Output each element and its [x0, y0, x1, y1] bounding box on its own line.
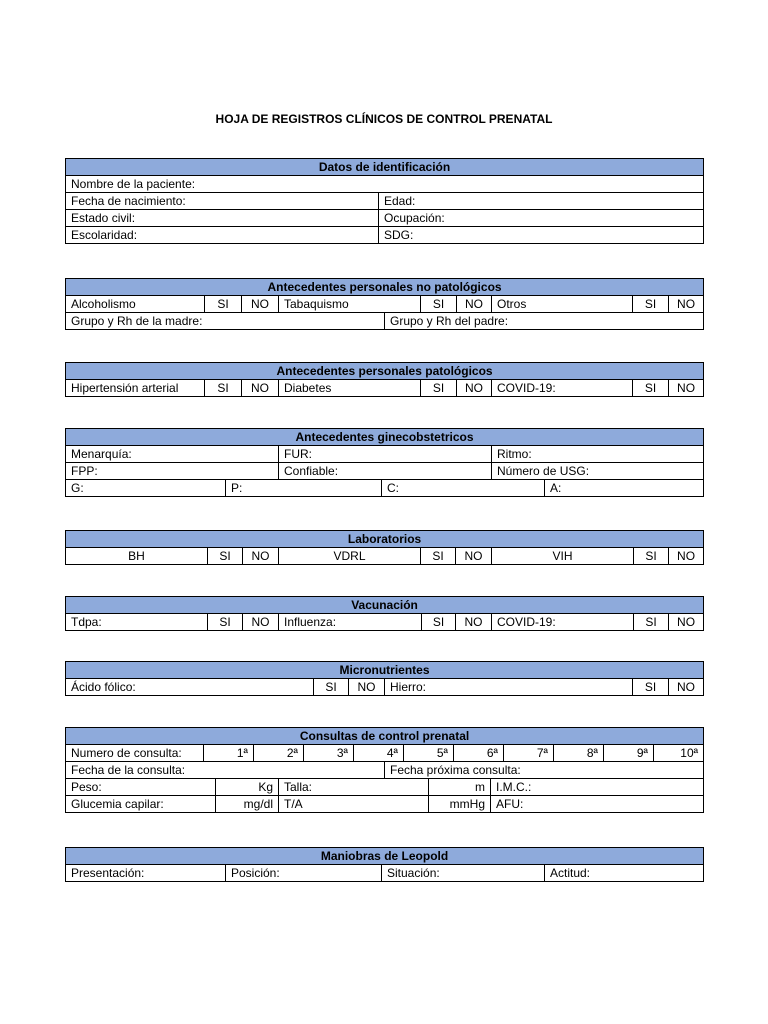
section-header: Maniobras de Leopold — [66, 848, 704, 865]
section-header: Micronutrientes — [66, 662, 704, 679]
checkbox-si[interactable]: SI — [633, 296, 669, 313]
field-afu[interactable]: AFU: — [491, 796, 704, 813]
field-edad[interactable]: Edad: — [379, 193, 704, 210]
field-fecha-proxima[interactable]: Fecha próxima consulta: — [385, 762, 704, 779]
checkbox-no[interactable]: NO — [243, 548, 279, 565]
section-laboratorios — [65, 530, 703, 565]
checkbox-si[interactable]: SI — [421, 296, 457, 313]
section-header: Antecedentes personales no patológicos — [66, 279, 704, 296]
field-otros: Otros — [492, 296, 633, 313]
section-header: Consultas de control prenatal — [66, 728, 704, 745]
checkbox-no[interactable]: NO — [669, 679, 704, 696]
field-covid: COVID-19: — [492, 614, 634, 631]
section-consultas — [65, 727, 703, 813]
field-fecha-consulta[interactable]: Fecha de la consulta: — [66, 762, 385, 779]
field-vih: VIH — [492, 548, 634, 565]
checkbox-si[interactable]: SI — [634, 548, 669, 565]
field-escolaridad[interactable]: Escolaridad: — [66, 227, 379, 244]
field-presentacion[interactable]: Presentación: — [66, 865, 226, 882]
unit-m: m — [429, 779, 491, 796]
field-ocupacion[interactable]: Ocupación: — [379, 210, 704, 227]
checkbox-no[interactable]: NO — [669, 380, 704, 397]
checkbox-no[interactable]: NO — [457, 296, 492, 313]
section-micronutrientes — [65, 661, 703, 696]
consulta-number[interactable]: 7ª — [504, 745, 554, 762]
field-ta[interactable]: T/A — [279, 796, 429, 813]
field-alcoholismo: Alcoholismo — [66, 296, 205, 313]
checkbox-si[interactable]: SI — [633, 380, 669, 397]
checkbox-no[interactable]: NO — [242, 296, 279, 313]
section-gineco — [65, 428, 703, 497]
consulta-number[interactable]: 4ª — [354, 745, 404, 762]
checkbox-no[interactable]: NO — [349, 679, 385, 696]
field-grupo-padre[interactable]: Grupo y Rh del padre: — [385, 313, 704, 330]
field-covid: COVID-19: — [492, 380, 633, 397]
field-fecha-nacimiento[interactable]: Fecha de nacimiento: — [66, 193, 379, 210]
consulta-number[interactable]: 2ª — [254, 745, 304, 762]
field-numero-consulta: Numero de consulta: — [66, 745, 204, 762]
field-glucemia[interactable]: Glucemia capilar: — [66, 796, 216, 813]
checkbox-si[interactable]: SI — [421, 548, 456, 565]
field-grupo-madre[interactable]: Grupo y Rh de la madre: — [66, 313, 385, 330]
field-tdpa: Tdpa: — [66, 614, 208, 631]
section-identificacion — [65, 158, 703, 244]
field-ritmo[interactable]: Ritmo: — [492, 446, 704, 463]
section-header: Vacunación — [66, 597, 704, 614]
checkbox-no[interactable]: NO — [669, 614, 704, 631]
checkbox-si[interactable]: SI — [421, 380, 457, 397]
field-imc[interactable]: I.M.C.: — [491, 779, 704, 796]
section-header: Laboratorios — [66, 531, 704, 548]
field-estado-civil[interactable]: Estado civil: — [66, 210, 379, 227]
field-influenza: Influenza: — [279, 614, 422, 631]
field-confiable[interactable]: Confiable: — [279, 463, 492, 480]
field-a[interactable]: A: — [545, 480, 704, 497]
consulta-number[interactable]: 8ª — [554, 745, 604, 762]
unit-kg: Kg — [216, 779, 279, 796]
field-nombre[interactable]: Nombre de la paciente: — [66, 176, 704, 193]
consulta-number[interactable]: 3ª — [304, 745, 354, 762]
field-p[interactable]: P: — [226, 480, 382, 497]
unit-mgdl: mg/dl — [216, 796, 279, 813]
checkbox-no[interactable]: NO — [242, 380, 279, 397]
checkbox-no[interactable]: NO — [456, 614, 492, 631]
section-leopold — [65, 847, 703, 882]
checkbox-si[interactable]: SI — [634, 614, 669, 631]
checkbox-si[interactable]: SI — [208, 614, 243, 631]
field-menarquia[interactable]: Menarquía: — [66, 446, 279, 463]
consulta-number[interactable]: 9ª — [604, 745, 654, 762]
field-acido-folico: Ácido fólico: — [66, 679, 314, 696]
section-patologicos — [65, 362, 703, 397]
field-hierro: Hierro: — [385, 679, 633, 696]
field-c[interactable]: C: — [382, 480, 545, 497]
field-bh: BH — [66, 548, 208, 565]
field-vdrl: VDRL — [279, 548, 421, 565]
page-title: HOJA DE REGISTROS CLÍNICOS DE CONTROL PRENATAL — [215, 112, 553, 126]
field-diabetes: Diabetes — [279, 380, 421, 397]
section-header: Antecedentes ginecobstetricos — [66, 429, 704, 446]
consulta-number[interactable]: 10ª — [654, 745, 704, 762]
checkbox-no[interactable]: NO — [457, 380, 492, 397]
field-peso[interactable]: Peso: — [66, 779, 216, 796]
section-vacunacion — [65, 596, 703, 631]
field-g[interactable]: G: — [66, 480, 226, 497]
field-hipertension: Hipertensión arterial — [66, 380, 205, 397]
field-sdg[interactable]: SDG: — [379, 227, 704, 244]
checkbox-no[interactable]: NO — [456, 548, 492, 565]
field-talla[interactable]: Talla: — [279, 779, 429, 796]
field-fur[interactable]: FUR: — [279, 446, 492, 463]
unit-mmhg: mmHg — [429, 796, 491, 813]
field-actitud[interactable]: Actitud: — [545, 865, 704, 882]
checkbox-si[interactable]: SI — [422, 614, 456, 631]
section-header: Antecedentes personales patológicos — [66, 363, 704, 380]
section-header: Datos de identificación — [66, 159, 704, 176]
checkbox-no[interactable]: NO — [243, 614, 279, 631]
checkbox-no[interactable]: NO — [669, 548, 704, 565]
field-usg[interactable]: Número de USG: — [492, 463, 704, 480]
consulta-number[interactable]: 5ª — [404, 745, 454, 762]
checkbox-si[interactable]: SI — [208, 548, 243, 565]
field-posicion[interactable]: Posición: — [226, 865, 382, 882]
field-fpp[interactable]: FPP: — [66, 463, 279, 480]
section-no-patologicos — [65, 278, 703, 330]
consulta-number[interactable]: 1ª — [204, 745, 254, 762]
checkbox-si[interactable]: SI — [633, 679, 669, 696]
consulta-number[interactable]: 6ª — [454, 745, 504, 762]
field-situacion[interactable]: Situación: — [382, 865, 545, 882]
checkbox-si[interactable]: SI — [205, 380, 242, 397]
checkbox-no[interactable]: NO — [669, 296, 704, 313]
field-tabaquismo: Tabaquismo — [279, 296, 421, 313]
checkbox-si[interactable]: SI — [314, 679, 349, 696]
checkbox-si[interactable]: SI — [205, 296, 242, 313]
